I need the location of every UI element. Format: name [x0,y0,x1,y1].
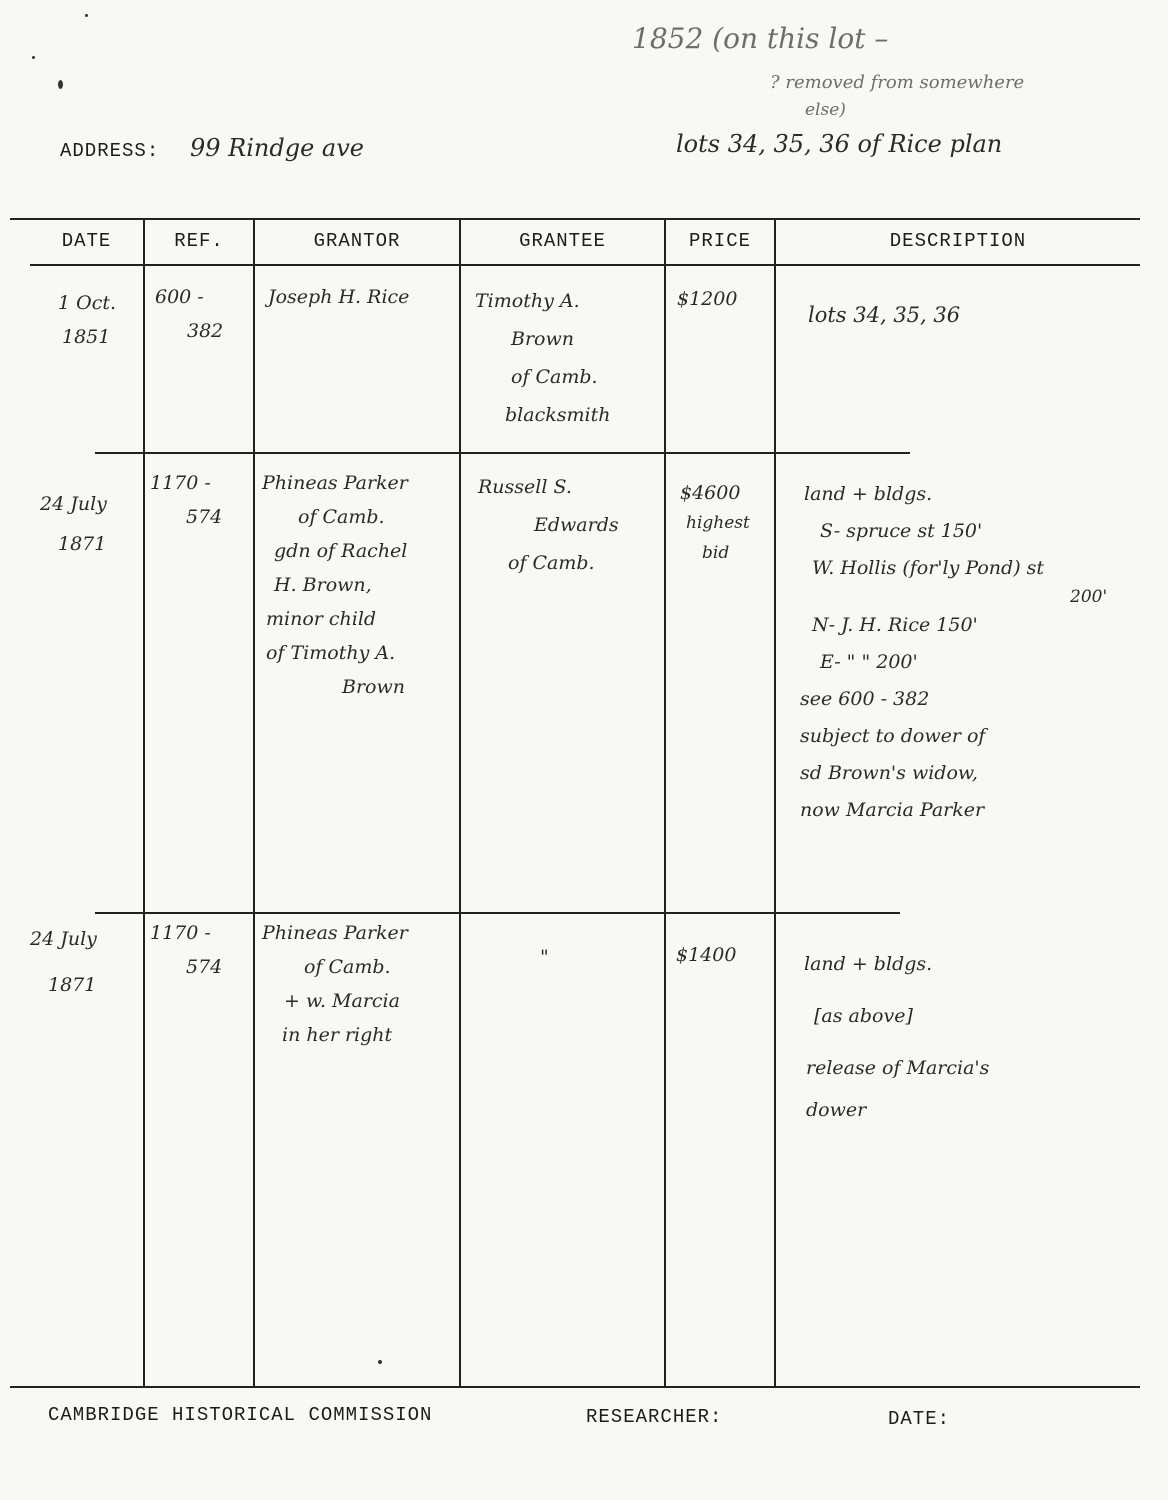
table-row-3-ref [150,916,222,984]
cell-line: Brown [511,328,574,350]
column-divider [664,218,666,1386]
footer-commission: CAMBRIDGE HISTORICAL COMMISSION [48,1404,433,1426]
cell-line: Russell S. [478,476,572,498]
lots-note: lots 34, 35, 36 of Rice plan [676,130,1003,158]
cell-line: 574 [186,506,223,528]
cell-line: $1200 [677,288,738,310]
cell-line: of Camb. [511,366,598,388]
column-divider [774,218,776,1386]
table-row-3-price [676,938,736,972]
table-row-2-date [40,484,107,564]
table-header-rule [30,264,1140,266]
table-row-3-grantee [540,940,549,974]
cell-line: of Timothy A. [266,642,396,664]
paper-speck [378,1360,382,1364]
row-divider [95,912,900,914]
cell-line: land + bldgs. [804,953,933,975]
cell-line: highest [686,513,750,533]
table-row-1-grantor [268,280,409,314]
cell-line: land + bldgs. [804,483,933,505]
table-row-2-ref [150,466,222,534]
header-note-line1: 1852 (on this lot – [632,22,889,55]
table-top-rule [10,218,1140,220]
paper-speck [85,14,88,17]
cell-line: now Marcia Parker [800,799,985,821]
cell-line: 1170 - [150,472,211,494]
cell-line: Phineas Parker [262,922,408,944]
cell-line: " [540,946,549,968]
cell-line: E- " " 200' [820,651,918,673]
cell-line: 200' [1070,587,1108,607]
cell-line: of Camb. [304,956,391,978]
header-note-line3: else) [805,100,846,120]
address-label: ADDRESS: [60,140,160,162]
cell-line: $4600 [680,482,741,504]
table-row-2-description [800,476,1107,829]
cell-line: 1871 [58,533,107,555]
column-header-ref: REF. [174,230,224,252]
table-row-1-price [677,282,737,316]
column-header-grantee: GRANTEE [519,230,606,252]
table-bottom-rule [10,1386,1140,1388]
cell-line: in her right [282,1024,393,1046]
cell-line: 24 July [40,493,107,515]
cell-line: N- J. H. Rice 150' [812,614,978,636]
cell-line: see 600 - 382 [800,688,930,710]
cell-line: gdn of Rachel [274,540,408,562]
cell-line: release of Marcia's [806,1057,990,1079]
cell-line: minor child [266,608,377,630]
paper-speck [32,56,35,59]
paper-speck [58,80,63,89]
table-row-3-date [30,916,97,1008]
cell-line: lots 34, 35, 36 [808,303,961,327]
footer-researcher-label: RESEARCHER: [586,1406,723,1428]
table-row-3-grantor [262,916,408,1052]
cell-line: 600 - [155,286,204,308]
column-header-date: DATE [61,230,112,252]
cell-line: subject to dower of [800,725,986,747]
cell-line: 1170 - [150,922,211,944]
cell-line: of Camb. [298,506,385,528]
table-row-2-grantee [478,468,619,582]
column-header-description: DESCRIPTION [889,230,1027,252]
cell-line: 382 [187,320,224,342]
cell-line: H. Brown, [274,574,372,596]
footer-date-label: DATE: [888,1408,951,1430]
cell-line: of Camb. [508,552,595,574]
cell-line: Phineas Parker [262,472,408,494]
column-divider [253,218,255,1386]
cell-line: Edwards [534,514,619,536]
table-row-1-date [58,286,116,354]
cell-line: Timothy A. [475,290,580,312]
table-row-1-ref [155,280,223,348]
table-row-2-grantor [262,466,408,704]
table-row-1-grantee [475,282,610,434]
header-note-line2: ? removed from somewhere [770,72,1025,93]
cell-line: $1400 [676,944,737,966]
cell-line: 1 Oct. [58,292,117,314]
cell-line: sd Brown's widow, [800,762,978,784]
cell-line: W. Hollis (for'ly Pond) st [812,557,1045,579]
column-divider [459,218,461,1386]
cell-line: 574 [186,956,223,978]
cell-line: 24 July [30,928,97,950]
row-divider [95,452,910,454]
column-header-price: PRICE [688,230,751,252]
cell-line: Brown [342,676,405,698]
column-divider [143,218,145,1386]
cell-line: blacksmith [505,404,611,426]
cell-line: + w. Marcia [284,990,400,1012]
cell-line: bid [702,543,730,563]
cell-line: S- spruce st 150' [820,520,983,542]
table-row-2-price [680,478,750,568]
cell-line: Joseph H. Rice [268,286,410,308]
cell-line: dower [806,1099,867,1121]
address-value: 99 Rindge ave [190,134,364,162]
table-row-3-description [800,938,989,1126]
cell-line: 1851 [62,326,111,348]
column-header-grantor: GRANTOR [313,230,401,252]
table-row-1-description [808,298,960,332]
cell-line: [as above] [814,1005,913,1027]
cell-line: 1871 [48,974,97,996]
